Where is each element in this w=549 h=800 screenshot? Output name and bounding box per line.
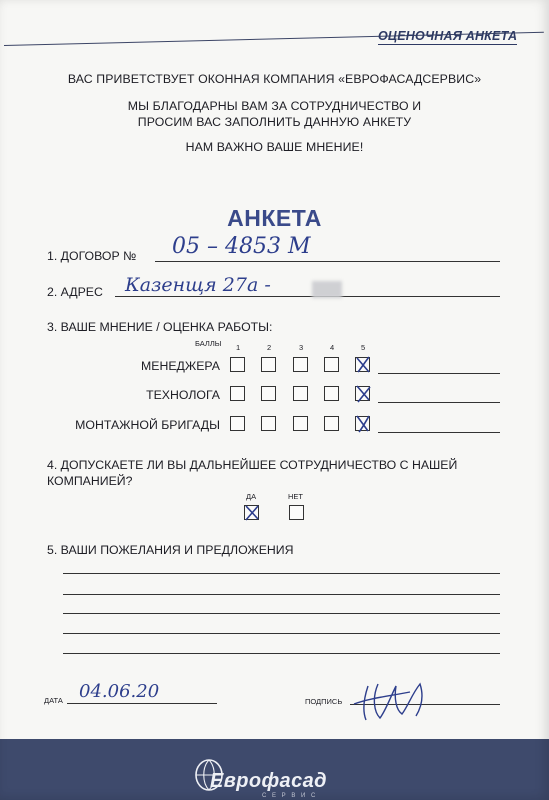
rating-technologist-3[interactable] — [293, 386, 308, 401]
scale-label: БАЛЛЫ — [195, 339, 222, 348]
suggestions-line-4[interactable] — [63, 633, 500, 634]
scale-2: 2 — [267, 343, 272, 352]
suggestions-line-1[interactable] — [63, 573, 500, 574]
address-redaction — [312, 281, 342, 298]
rating-technologist-5[interactable] — [355, 386, 370, 401]
rating-row-label-installers: МОНТАЖНОЙ БРИГАДЫ — [75, 418, 220, 432]
signature-scribble-icon — [350, 676, 440, 726]
rating-manager-4[interactable] — [324, 357, 339, 372]
rating-technologist-1[interactable] — [230, 386, 245, 401]
comment-line-installers — [378, 432, 500, 433]
scale-1: 1 — [236, 343, 241, 352]
check-mark-icon — [243, 503, 261, 523]
contract-line — [155, 261, 500, 262]
check-mark-icon — [354, 384, 372, 404]
comment-line-manager — [378, 373, 500, 374]
suggestions-line-5[interactable] — [63, 653, 500, 654]
date-line — [67, 703, 217, 704]
rating-manager-5[interactable] — [355, 357, 370, 372]
rating-installers-3[interactable] — [293, 416, 308, 431]
rating-manager-1[interactable] — [230, 357, 245, 372]
suggestions-line-3[interactable] — [63, 613, 500, 614]
check-mark-icon — [354, 414, 372, 434]
rating-technologist-2[interactable] — [261, 386, 276, 401]
address-label: 2. АДРЕС — [47, 285, 103, 299]
footer-logo-text: Еврофасад — [210, 770, 327, 792]
comment-line-technologist — [378, 402, 500, 403]
intro-line-3: ПРОСИМ ВАС ЗАПОЛНИТЬ ДАННУЮ АНКЕТУ — [137, 115, 412, 129]
header-tag: ОЦЕНОЧНАЯ АНКЕТА — [378, 29, 518, 43]
rating-manager-2[interactable] — [261, 357, 276, 372]
cooperation-no-checkbox[interactable] — [289, 505, 304, 520]
cooperation-yes-checkbox[interactable] — [244, 505, 259, 520]
suggestions-line-2[interactable] — [63, 594, 500, 595]
date-value[interactable]: 04.06.20 — [79, 681, 160, 702]
rating-installers-5[interactable] — [355, 416, 370, 431]
suggestions-label: 5. ВАШИ ПОЖЕЛАНИЯ И ПРЕДЛОЖЕНИЯ — [47, 543, 294, 557]
intro-line-4: НАМ ВАЖНО ВАШЕ МНЕНИЕ! — [185, 140, 364, 154]
intro-line-1: ВАС ПРИВЕТСТВУЕТ ОКОННАЯ КОМПАНИЯ «ЕВРОФАСАДСЕРВИС» — [67, 72, 482, 86]
scale-5: 5 — [361, 343, 366, 352]
rating-technologist-4[interactable] — [324, 386, 339, 401]
contract-number-value[interactable]: 05 – 4853 М — [172, 234, 311, 259]
address-line — [115, 296, 500, 297]
rating-manager-3[interactable] — [293, 357, 308, 372]
form-title: АНКЕТА — [227, 205, 322, 231]
no-label: НЕТ — [288, 492, 303, 501]
address-value[interactable]: Казенщя 27а - — [125, 274, 271, 296]
intro-line-2: МЫ БЛАГОДАРНЫ ВАМ ЗА СОТРУДНИЧЕСТВО И — [127, 99, 422, 113]
yes-label: ДА — [246, 492, 257, 501]
rating-installers-1[interactable] — [230, 416, 245, 431]
rating-installers-4[interactable] — [324, 416, 339, 431]
check-mark-icon — [354, 355, 372, 375]
rating-row-label-technologist: ТЕХНОЛОГА — [146, 388, 220, 402]
cooperation-question-line1: 4. ДОПУСКАЕТЕ ЛИ ВЫ ДАЛЬНЕЙШЕЕ СОТРУДНИЧЕСТВО С НАШЕЙ — [47, 458, 458, 472]
footer-logo-subtitle: С Е Р В И С — [262, 793, 318, 799]
rating-question: 3. ВАШЕ МНЕНИЕ / ОЦЕНКА РАБОТЫ: — [47, 320, 273, 334]
date-label: ДАТА — [44, 696, 63, 705]
rating-installers-2[interactable] — [261, 416, 276, 431]
contract-label: 1. ДОГОВОР № — [47, 249, 137, 263]
rating-row-label-manager: МЕНЕДЖЕРА — [141, 359, 220, 373]
signature-label: ПОДПИСЬ — [305, 697, 343, 706]
scale-3: 3 — [299, 343, 304, 352]
cooperation-question-line2: КОМПАНИЕЙ? — [47, 474, 133, 488]
scale-4: 4 — [330, 343, 335, 352]
